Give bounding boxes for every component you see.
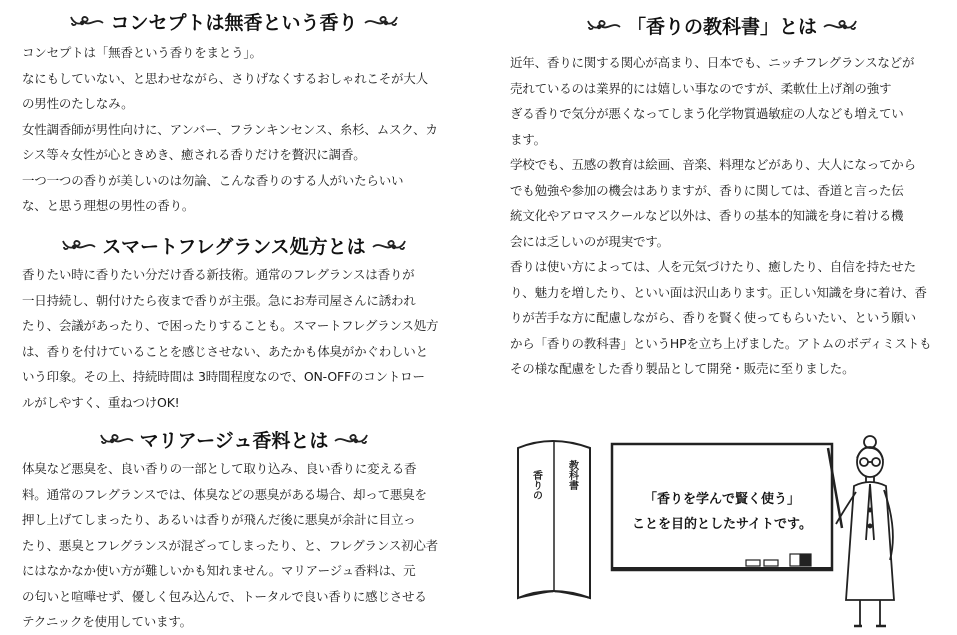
body-line: 統文化やアロマスクールなど以外は、香りの基本的知識を身に着ける機 — [510, 208, 904, 223]
body-line: その様な配慮をした香り製品として開発・販売に至りました。 — [510, 361, 855, 376]
body-line: 押し上げてしまったり、あるいは香りが飛んだ後に悪臭が余計に目立っ — [22, 512, 416, 527]
smart-fragrance-heading — [22, 230, 446, 260]
body-line: 一つ一つの香りが美しいのは勿論、こんな香りのする人がいたらいい — [22, 172, 404, 188]
illustration-svg — [510, 430, 910, 630]
ornament-left-icon — [70, 13, 104, 29]
body-line: 会には乏しいのが現実です。 — [510, 233, 669, 249]
textbook-illustration — [510, 430, 910, 630]
body-line: でも勉強や参加の機会はありますが、香りに関しては、香道と言った伝 — [510, 182, 904, 198]
body-line: 香りたい時に香りたい分だけ香る新技術。通常のフレグランスは香りが — [22, 267, 415, 282]
smart-fragrance-section — [22, 230, 446, 415]
body-line: り、魅力を増したり、といい面は沢山あります。正しい知識を身に着け、香 — [510, 284, 927, 300]
chalk-icon — [746, 560, 760, 566]
body-line: の男性のたしなみ。 — [22, 96, 134, 111]
book-label-left: 香りの — [530, 470, 542, 500]
body-line: いう印象。その上、持続時間は 3時間程度なので、ON-OFFのコントロー — [22, 369, 425, 384]
body-line: 学校でも、五感の教育は絵画、音楽、料理などがあり、大人になってから — [510, 157, 916, 172]
eraser-icon — [801, 554, 811, 566]
body-line: なにもしていない、と思わせながら、さりげなくするおしゃれこそが大人 — [22, 70, 428, 86]
body-line: テクニックを使用しています。 — [22, 614, 192, 629]
body-line: 売れているのは業界的には嬉しい事なのですが、柔軟仕上げ剤の強す — [510, 80, 892, 96]
ornament-left-icon — [100, 431, 134, 447]
ornament-right-icon — [334, 431, 368, 447]
body-line: シス等々女性が心ときめき、癒される香りだけを贅沢に調香。 — [22, 147, 366, 162]
textbook-heading-text: 「香りの教科書」とは — [626, 15, 817, 38]
body-line: たり、悪臭とフレグランスが混ざってしまったり、と、フレグランス初心者 — [22, 537, 438, 553]
body-line: たり、会議があったり、で困ったりすることも。スマートフレグランス処方 — [22, 318, 439, 333]
mariage-heading-text: マリアージュ香料とは — [139, 429, 329, 452]
body-line: の匂いと喧嘩せず、優しく包み込んで、トータルで良い香りに感じさせる — [22, 588, 427, 604]
ornament-left-icon — [62, 237, 96, 253]
concept-heading — [22, 6, 446, 36]
body-line: ます。 — [510, 131, 546, 147]
body-line: な、と思う理想の男性の香り。 — [22, 198, 195, 213]
ornament-right-icon — [372, 237, 406, 253]
book-label-right: 教科書 — [566, 460, 578, 490]
body-line: から「香りの教科書」というHPを立ち上げました。アトムのボディミストも — [510, 335, 932, 351]
textbook-section — [510, 10, 934, 382]
ornament-right-icon — [823, 17, 857, 33]
concept-section — [22, 6, 446, 219]
body-line: 料。通常のフレグランスでは、体臭などの悪臭がある場合、却って悪臭を — [22, 486, 427, 502]
body-line: 近年、香りに関する関心が高まり、日本でも、ニッチフレグランスなどが — [510, 55, 915, 70]
mariage-heading — [22, 424, 446, 454]
textbook-heading — [510, 10, 934, 40]
body-line: ルがしやすく、重ねつけOK! — [22, 394, 180, 410]
teacher-figure-icon — [836, 436, 894, 626]
chalk-icon — [764, 560, 778, 566]
eraser-icon — [790, 554, 800, 566]
textbook-body — [510, 50, 934, 382]
mariage-section — [22, 424, 446, 635]
smart-fragrance-heading-text: スマートフレグランス処方とは — [102, 235, 366, 258]
body-line: 一日持続し、朝付けたら夜まで香りが主張。急にお寿司屋さんに誘われ — [22, 292, 416, 308]
board-line-1: 「香りを学んで賢く使う」 — [643, 492, 801, 507]
body-line: ぎる香りで気分が悪くなってしまう化学物質過敏症の人なども増えてい — [510, 106, 904, 121]
mariage-body — [22, 456, 446, 635]
body-line: 香りは使い方によっては、人を元気づけたり、癒したり、自信を持たせた — [510, 259, 916, 274]
blackboard — [612, 444, 832, 570]
body-line: は、香りを付けていることを感じさせない、あたかも体臭がかぐわしいと — [22, 343, 428, 359]
body-line: 体臭など悪臭を、良い香りの一部として取り込み、良い香りに変える香 — [22, 461, 417, 476]
body-line: コンセプトは「無香という香りをまとう」。 — [22, 45, 262, 60]
body-line: にはなかなか使い方が難しいかも知れません。マリアージュ香料は、元 — [22, 563, 416, 578]
ornament-right-icon — [364, 13, 398, 29]
board-line-2: ことを目的としたサイトです。 — [631, 517, 813, 532]
body-line: りが苦手な方に配慮しながら、香りを賢く使ってもらいたい、という願い — [510, 310, 916, 325]
concept-heading-text: コンセプトは無香という香り — [110, 11, 358, 34]
body-line: 女性調香師が男性向けに、アンバー、フランキンセンス、糸杉、ムスク、カ — [22, 121, 438, 137]
smart-fragrance-body — [22, 262, 446, 415]
concept-body — [22, 40, 446, 219]
ornament-left-icon — [587, 17, 621, 33]
